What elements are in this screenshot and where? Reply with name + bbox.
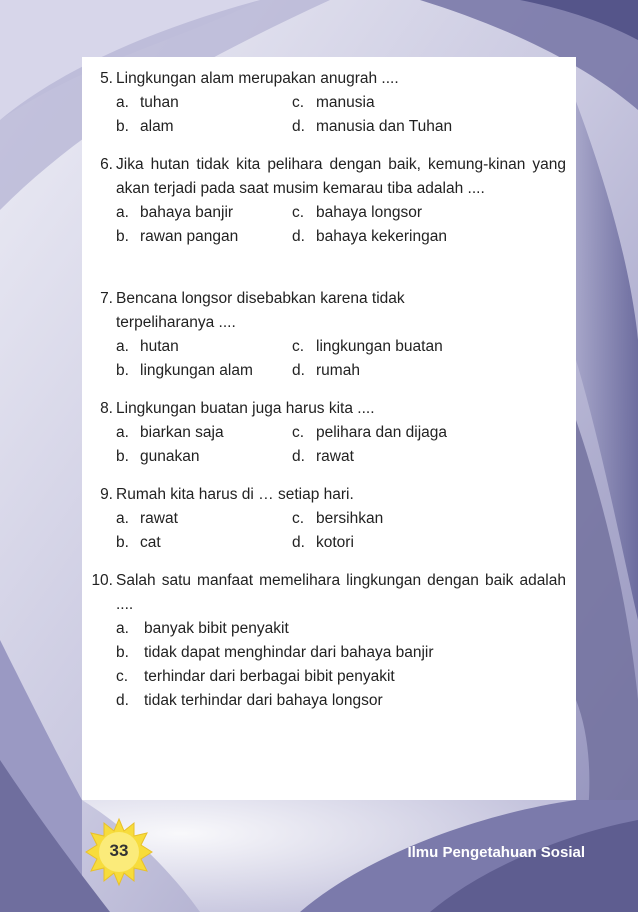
- option-b: b. lingkungan alam: [116, 362, 253, 379]
- book-title: Ilmu Pengetahuan Sosial: [407, 844, 585, 861]
- question-8: [100, 397, 566, 469]
- question-number: 5.: [100, 70, 113, 87]
- option-b: b. tidak dapat menghindar dari bahaya banjir: [116, 644, 434, 661]
- option-c: c. pelihara dan dijaga: [292, 424, 447, 441]
- option-d: d. rumah: [292, 362, 360, 379]
- option-d: d. kotori: [292, 534, 354, 551]
- question-number: 10.: [91, 572, 113, 589]
- option-b: b. alam: [116, 118, 174, 135]
- question-7: [100, 287, 566, 383]
- option-a: a. tuhan: [116, 94, 179, 111]
- page-number: 33: [109, 841, 129, 860]
- option-a: a. rawat: [116, 510, 178, 527]
- question-card: [82, 57, 576, 800]
- option-a: a. hutan: [116, 338, 179, 355]
- option-b: b. rawan pangan: [116, 228, 239, 245]
- option-d: d. tidak terhindar dari bahaya longsor: [116, 692, 383, 709]
- question-text: Lingkungan alam merupakan anugrah ....: [116, 70, 399, 87]
- question-number: 8.: [100, 400, 113, 417]
- option-a: a. banyak bibit penyakit: [116, 620, 289, 637]
- option-b: b. gunakan: [116, 448, 200, 465]
- question-number: 7.: [100, 290, 113, 307]
- question-6: [100, 153, 566, 249]
- question-10: [91, 569, 566, 713]
- question-text: Lingkungan buatan juga harus kita ....: [116, 400, 375, 417]
- option-d: d. rawat: [292, 448, 354, 465]
- question-number: 6.: [100, 156, 113, 173]
- option-c: c. bersihkan: [292, 510, 384, 527]
- option-d: d. bahaya kekeringan: [292, 228, 447, 245]
- question-9: [100, 483, 566, 555]
- option-c: c. bahaya longsor: [292, 204, 422, 221]
- option-c: c. terhindar dari berbagai bibit penyakit: [116, 668, 395, 685]
- option-a: a. bahaya banjir: [116, 204, 234, 221]
- question-text: Rumah kita harus di … setiap hari.: [116, 486, 354, 503]
- question-5: [100, 67, 566, 139]
- question-text: Bencana longsor disebabkan karena tidak terpeliharanya ....: [116, 290, 405, 331]
- option-d: d. manusia dan Tuhan: [292, 118, 453, 135]
- option-c: c. lingkungan buatan: [292, 338, 443, 355]
- question-text: Jika hutan tidak kita pelihara dengan baik, kemung-kinan yang akan terjadi pada saat musim kemarau tiba adalah ....: [116, 156, 566, 197]
- question-text: Salah satu manfaat memelihara lingkungan dengan baik adalah ....: [116, 572, 566, 613]
- option-a: a. biarkan saja: [116, 424, 224, 441]
- question-number: 9.: [100, 486, 113, 503]
- option-b: b. cat: [116, 534, 161, 551]
- option-c: c. manusia: [292, 94, 375, 111]
